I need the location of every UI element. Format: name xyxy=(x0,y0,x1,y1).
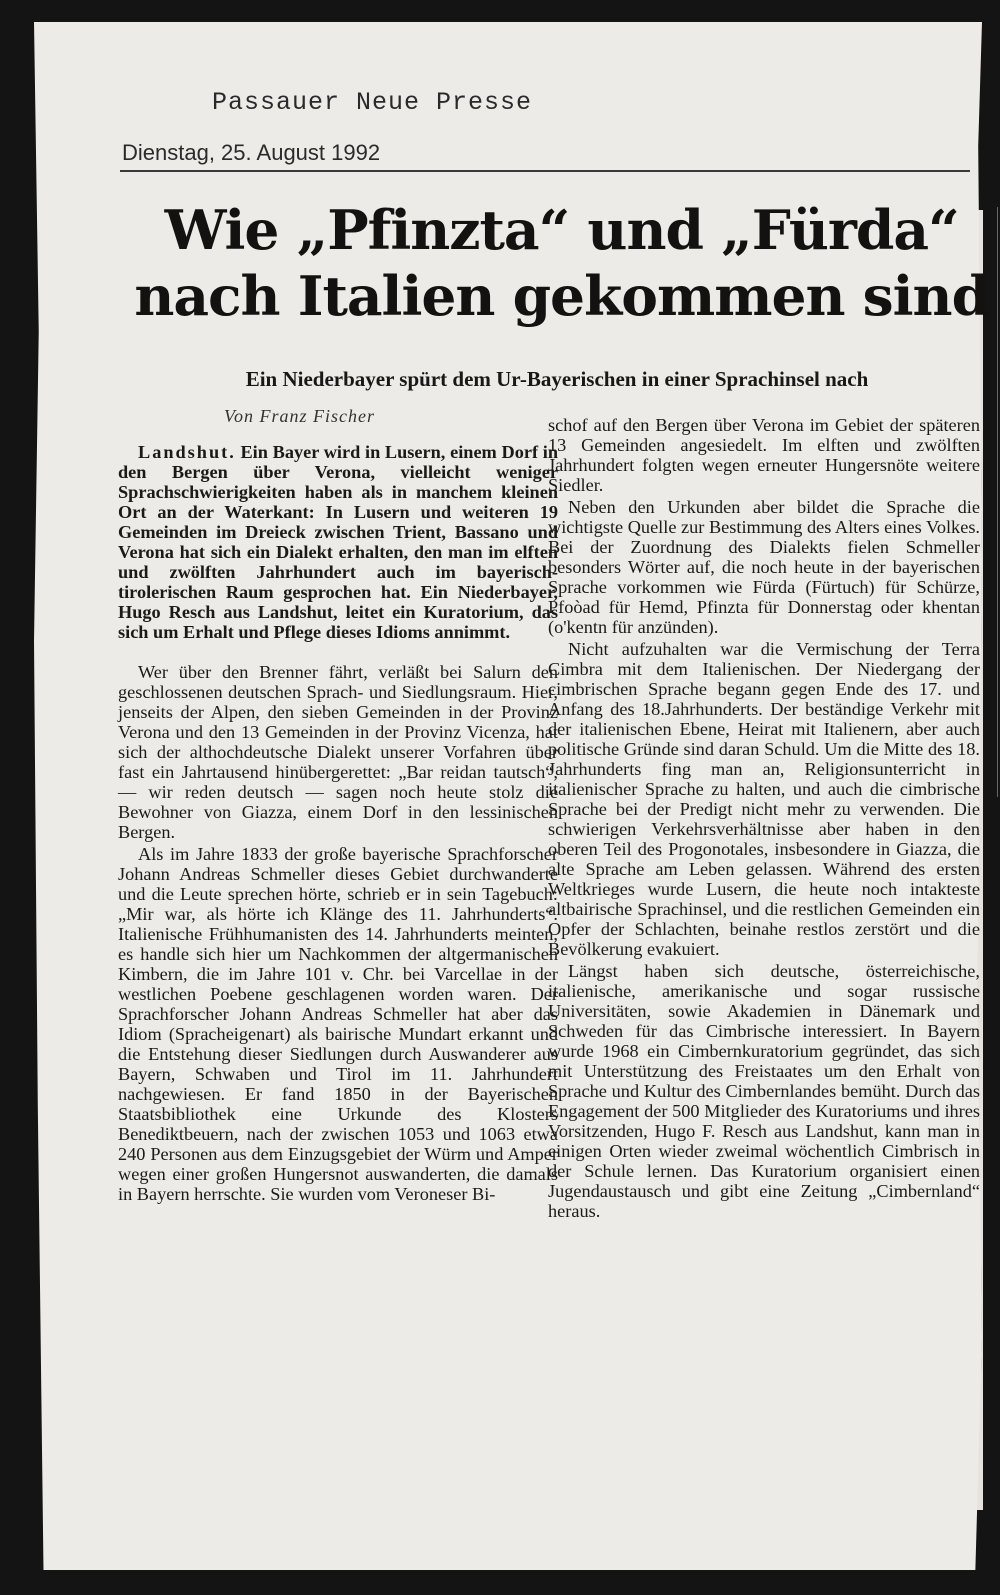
newspaper-name: Passauer Neue Presse xyxy=(212,88,533,117)
header-rule xyxy=(120,170,970,172)
body-paragraph: Neben den Urkunden aber bildet die Sprache die wichtigste Quelle zur Bestimmung des Alters eines Volkes. Bei der Zuordnung des Dialekts fielen Schmeller besonders Wörter auf, die noch heute in der bayerischen Sprache vorkommen wie Fürda (Fürtuch) für Schürze, Pfoòad für Hemd, Pfinzta für Donnerstag oder khentan (o'kentn für anzünden). xyxy=(548,497,980,637)
byline: Von Franz Fischer xyxy=(224,406,375,426)
lead-paragraph xyxy=(118,442,558,642)
body-paragraph: Nicht aufzuhalten war die Vermischung der Terra Cimbra mit dem Italienischen. Der Niedergang der cimbrischen Sprache begann gegen Ende des 17. und Anfang des 18.Jahrhunderts. Der beständige Verkehr mit der italienischen Ebene, Heirat mit Italienern, aber auch politische Gründe sind daran Schuld. Um die Mitte des 18. Jahrhunderts fing man an, Religionsunterricht in italienischer Sprache zu halten, und auch die cimbrische Sprache bei der Predigt nicht mehr zu verwenden. Die schwierigen Verkehrsverhältnisse aber haben in den oberen Teil des Progonotales, insbesondere in Giazza, die alte Sprache am Leben gelassen. Während des ersten Weltkrieges wurde Lusern, die heute noch intakteste altbairische Sprachinsel, und die restlichen Gemeinden ein Opfer der Schlachten, beinahe restlos zerstört und die Bevölkerung evakuiert. xyxy=(548,639,980,959)
article xyxy=(34,22,990,1570)
body-paragraph: Wer über den Brenner fährt, verläßt bei Salurn den geschlossenen deutschen Sprach- und Siedlungsraum. Hier, jenseits der Alpen, den sieben Gemeinden in der Provinz Verona und den 13 Gemeinden in der Provinz Vicenza, hat sich der althochdeutsche Dialekt unserer Vorfahren über fast ein Jahrtausend hinübergerettet: „Bar reidan tautsch“, — wir reden deutsch — sagen noch heute stolz die Bewohner von Giazza, einem Dorf in den lessinischen Bergen. xyxy=(118,662,558,842)
lead-city: Landshut. xyxy=(138,442,236,462)
left-column xyxy=(118,442,558,1204)
right-column xyxy=(548,415,980,1221)
lead-text: Ein Bayer wird in Lusern, einem Dorf in den Bergen über Verona, vielleicht weniger Sprachschwierigkeiten haben als in manchem kleinen Ort an der Waterkant: In Lusern und weiteren 19 Gemeinden im Dreieck zwischen Trient, Bassano und Verona hat sich ein Dialekt erhalten, den man im elften und zwölften Jahrhundert auch im bayerisch-tirolerischen Raum gesprochen hat. Ein Niederbayer, Hugo Resch aus Landshut, leitet ein Kuratorium, das sich um Erhalt und Pflege dieses Idioms annimmt. xyxy=(118,442,558,642)
headline: Wie „Pfinzta“ und „Fürda“ nach Italien gekommen sind xyxy=(134,198,990,328)
body-paragraph: schof auf den Bergen über Verona im Gebiet der späteren 13 Gemeinden angesiedelt. Im elften und zwölften Jahrhundert folgten wegen erneuter Hungersnöte weitere Siedler. xyxy=(548,415,980,495)
publication-date: Dienstag, 25. August 1992 xyxy=(122,140,381,165)
body-paragraph: Längst haben sich deutsche, österreichische, italienische, amerikanische und sogar russische Universitäten, sowie Akademien in Dänemark und Schweden für das Cimbrische interessiert. In Bayern wurde 1968 ein Cimbernkuratorium gegründet, das sich mit Unterstützung des Freistaates um den Erhalt von Sprache und Kultur des Cimbernlandes bemüht. Durch das Engagement der 500 Mitglieder des Kuratoriums und ihres Vorsitzenden, Hugo F. Resch aus Landshut, kann man in einigen Orten wieder zweimal wöchentlich Cimbrisch in der Schule lernen. Das Kuratorium organisiert einen Jugendaustausch und gibt eine Zeitung „Cimbernland“ heraus. xyxy=(548,961,980,1221)
subheadline: Ein Niederbayer spürt dem Ur-Bayerischen in einer Sprachinsel nach xyxy=(245,367,869,391)
body-paragraph: Als im Jahre 1833 der große bayerische Sprachforscher Johann Andreas Schmeller dieses Gebiet durchwanderte und die Leute sprechen hörte, schrieb er in sein Tagebuch: „Mir war, als hörte ich Klänge des 11. Jahrhunderts“. Italienische Frühhumanisten des 14. Jahrhunderts meinten, es handle sich hier um Nachkommen der altgermanischen Kimbern, die im Jahre 101 v. Chr. bei Varcellae in der westlichen Poebene geschlagenen worden waren. Der Sprachforscher Johann Andreas Schmeller hat aber das Idiom (Spracheigenart) als bairische Mundart erkannt und die Entstehung dieser Siedlungen durch Auswanderer aus Bayern, Schwaben und Tirol im 11. Jahrhundert nachgewiesen. Er fand 1850 in der Bayerischen Staatsbibliothek eine Urkunde des Klosters Benediktbeuern, nach der zwischen 1053 und 1063 etwa 240 Personen aus dem Einzugsgebiet der Würm und Amper wegen einer großen Hungersnot auswanderten, die damals in Bayern herrschte. Sie wurden vom Veroneser Bi- xyxy=(118,844,558,1204)
